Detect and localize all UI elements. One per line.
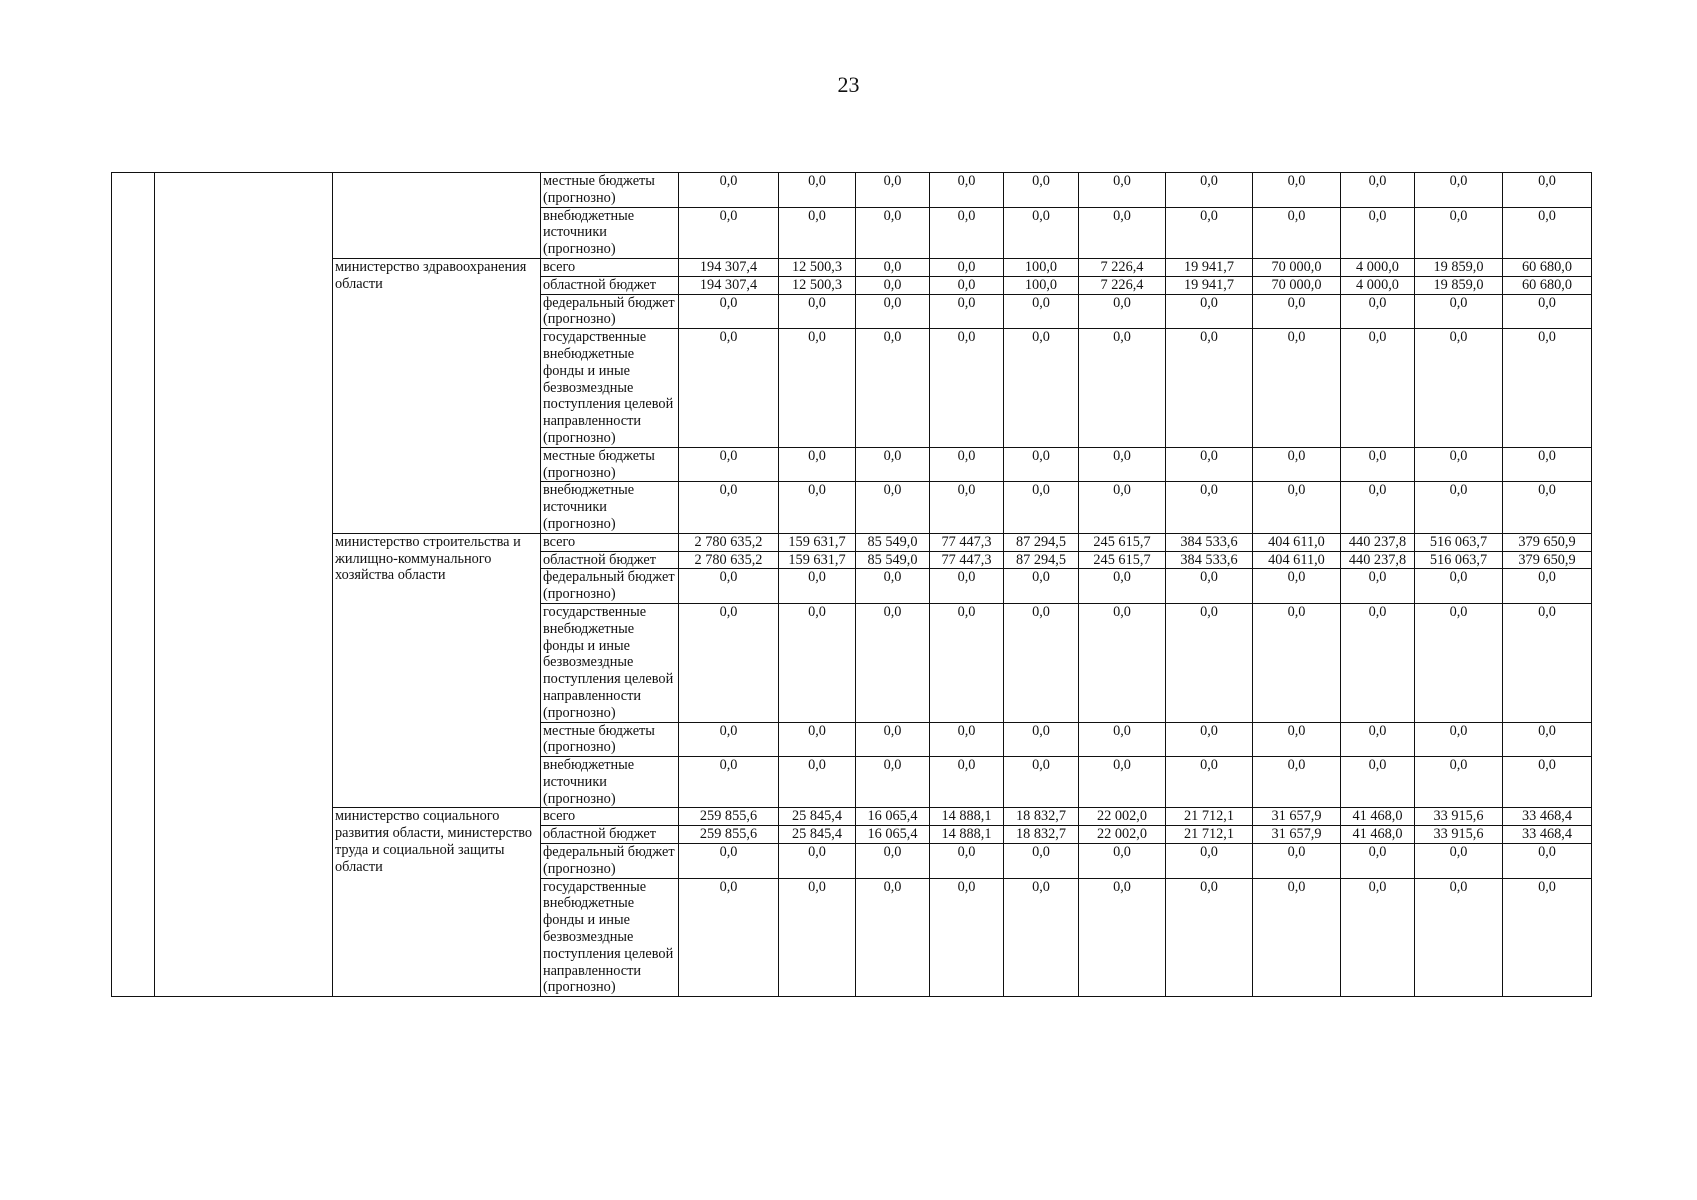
value-cell: 0,0	[1503, 294, 1592, 329]
value-cell: 0,0	[1503, 722, 1592, 757]
value-cell: 0,0	[1079, 569, 1166, 604]
funding-source-cell: федеральный бюджет (прогнозно)	[541, 844, 679, 879]
value-cell: 0,0	[1341, 569, 1415, 604]
funding-source-cell: всего	[541, 258, 679, 276]
funding-source-cell: областной бюджет	[541, 826, 679, 844]
funding-source-cell: государственные внебюджетные фонды и иные безвозмездные поступления целевой направленности (прогнозно)	[541, 329, 679, 448]
value-cell: 0,0	[856, 276, 930, 294]
value-cell: 0,0	[856, 603, 930, 722]
value-cell: 4 000,0	[1341, 276, 1415, 294]
value-cell: 0,0	[1415, 603, 1503, 722]
value-cell: 0,0	[856, 482, 930, 533]
value-cell: 0,0	[679, 329, 779, 448]
value-cell: 77 447,3	[930, 551, 1004, 569]
value-cell: 259 855,6	[679, 826, 779, 844]
value-cell: 4 000,0	[1341, 258, 1415, 276]
value-cell: 384 533,6	[1166, 533, 1253, 551]
value-cell: 0,0	[1079, 173, 1166, 208]
value-cell: 0,0	[1004, 482, 1079, 533]
value-cell: 0,0	[930, 722, 1004, 757]
funding-source-cell: всего	[541, 808, 679, 826]
value-cell: 85 549,0	[856, 551, 930, 569]
value-cell: 0,0	[779, 207, 856, 258]
value-cell: 0,0	[1004, 603, 1079, 722]
value-cell: 33 468,4	[1503, 808, 1592, 826]
funding-source-cell: федеральный бюджет (прогнозно)	[541, 294, 679, 329]
value-cell: 19 859,0	[1415, 258, 1503, 276]
value-cell: 0,0	[930, 569, 1004, 604]
value-cell: 0,0	[1253, 878, 1341, 997]
value-cell: 70 000,0	[1253, 258, 1341, 276]
value-cell: 0,0	[679, 447, 779, 482]
value-cell: 0,0	[1415, 329, 1503, 448]
table-row	[112, 258, 1592, 276]
value-cell: 0,0	[679, 173, 779, 208]
value-cell: 12 500,3	[779, 276, 856, 294]
value-cell: 0,0	[930, 294, 1004, 329]
value-cell: 0,0	[1503, 447, 1592, 482]
value-cell: 516 063,7	[1415, 551, 1503, 569]
budget-table	[111, 172, 1592, 997]
value-cell: 0,0	[1415, 569, 1503, 604]
value-cell: 0,0	[1415, 482, 1503, 533]
value-cell: 87 294,5	[1004, 551, 1079, 569]
value-cell: 7 226,4	[1079, 258, 1166, 276]
value-cell: 0,0	[1079, 447, 1166, 482]
value-cell: 0,0	[1166, 173, 1253, 208]
value-cell: 0,0	[1079, 207, 1166, 258]
funding-source-cell: государственные внебюджетные фонды и иные безвозмездные поступления целевой направленности (прогнозно)	[541, 878, 679, 997]
value-cell: 0,0	[679, 294, 779, 329]
executor-cell: министерство социального развития области, министерство труда и социальной защиты области	[333, 808, 541, 997]
value-cell: 0,0	[1415, 447, 1503, 482]
value-cell: 404 611,0	[1253, 533, 1341, 551]
value-cell: 379 650,9	[1503, 551, 1592, 569]
value-cell: 0,0	[1004, 757, 1079, 808]
value-cell: 0,0	[1415, 294, 1503, 329]
value-cell: 0,0	[930, 258, 1004, 276]
value-cell: 0,0	[779, 844, 856, 879]
value-cell: 0,0	[856, 878, 930, 997]
value-cell: 0,0	[779, 722, 856, 757]
value-cell: 384 533,6	[1166, 551, 1253, 569]
value-cell: 0,0	[1079, 722, 1166, 757]
value-cell: 0,0	[856, 329, 930, 448]
executor-cell: министерство строительства и жилищно-коммунального хозяйства области	[333, 533, 541, 808]
value-cell: 0,0	[1341, 207, 1415, 258]
value-cell: 0,0	[1253, 207, 1341, 258]
value-cell: 0,0	[1166, 722, 1253, 757]
value-cell: 0,0	[1503, 844, 1592, 879]
value-cell: 0,0	[930, 329, 1004, 448]
value-cell: 0,0	[1004, 569, 1079, 604]
value-cell: 0,0	[1341, 173, 1415, 208]
value-cell: 0,0	[1341, 878, 1415, 997]
value-cell: 0,0	[1503, 569, 1592, 604]
page-number: 23	[837, 72, 860, 97]
value-cell: 0,0	[856, 569, 930, 604]
executor-cell: министерство здравоохранения области	[333, 258, 541, 533]
value-cell: 0,0	[679, 482, 779, 533]
value-cell: 0,0	[679, 569, 779, 604]
value-cell: 0,0	[1415, 173, 1503, 208]
value-cell: 0,0	[1253, 603, 1341, 722]
value-cell: 31 657,9	[1253, 808, 1341, 826]
value-cell: 440 237,8	[1341, 533, 1415, 551]
value-cell: 0,0	[1253, 482, 1341, 533]
value-cell: 0,0	[856, 173, 930, 208]
value-cell: 0,0	[856, 447, 930, 482]
value-cell: 0,0	[930, 207, 1004, 258]
value-cell: 0,0	[1253, 569, 1341, 604]
funding-source-cell: внебюджетные источники (прогнозно)	[541, 482, 679, 533]
value-cell: 25 845,4	[779, 808, 856, 826]
value-cell: 0,0	[1341, 722, 1415, 757]
number-cell	[112, 173, 155, 997]
value-cell: 194 307,4	[679, 276, 779, 294]
value-cell: 41 468,0	[1341, 808, 1415, 826]
value-cell: 0,0	[779, 329, 856, 448]
funding-source-cell: внебюджетные источники (прогнозно)	[541, 207, 679, 258]
value-cell: 31 657,9	[1253, 826, 1341, 844]
value-cell: 0,0	[1415, 757, 1503, 808]
name-cell	[155, 173, 333, 997]
value-cell: 0,0	[779, 173, 856, 208]
value-cell: 21 712,1	[1166, 826, 1253, 844]
funding-source-cell: местные бюджеты (прогнозно)	[541, 447, 679, 482]
value-cell: 33 915,6	[1415, 826, 1503, 844]
value-cell: 0,0	[1004, 173, 1079, 208]
value-cell: 100,0	[1004, 276, 1079, 294]
value-cell: 41 468,0	[1341, 826, 1415, 844]
value-cell: 0,0	[930, 482, 1004, 533]
value-cell: 7 226,4	[1079, 276, 1166, 294]
value-cell: 0,0	[1503, 173, 1592, 208]
executor-cell	[333, 173, 541, 259]
value-cell: 19 859,0	[1415, 276, 1503, 294]
value-cell: 0,0	[1079, 294, 1166, 329]
value-cell: 0,0	[1253, 329, 1341, 448]
value-cell: 0,0	[856, 844, 930, 879]
value-cell: 0,0	[1341, 603, 1415, 722]
value-cell: 16 065,4	[856, 826, 930, 844]
value-cell: 0,0	[930, 757, 1004, 808]
value-cell: 0,0	[1079, 844, 1166, 879]
value-cell: 0,0	[679, 844, 779, 879]
table-row	[112, 808, 1592, 826]
value-cell: 21 712,1	[1166, 808, 1253, 826]
value-cell: 0,0	[1004, 878, 1079, 997]
value-cell: 0,0	[1079, 757, 1166, 808]
value-cell: 0,0	[1415, 844, 1503, 879]
table-row	[112, 533, 1592, 551]
value-cell: 0,0	[856, 207, 930, 258]
value-cell: 85 549,0	[856, 533, 930, 551]
value-cell: 0,0	[1253, 447, 1341, 482]
value-cell: 159 631,7	[779, 533, 856, 551]
value-cell: 0,0	[1166, 207, 1253, 258]
value-cell: 0,0	[1166, 482, 1253, 533]
value-cell: 0,0	[679, 207, 779, 258]
table-row	[112, 173, 1592, 208]
funding-source-cell: областной бюджет	[541, 276, 679, 294]
value-cell: 0,0	[1503, 329, 1592, 448]
value-cell: 0,0	[1079, 482, 1166, 533]
funding-source-cell: федеральный бюджет (прогнозно)	[541, 569, 679, 604]
funding-source-cell: местные бюджеты (прогнозно)	[541, 722, 679, 757]
value-cell: 245 615,7	[1079, 551, 1166, 569]
value-cell: 0,0	[856, 294, 930, 329]
value-cell: 0,0	[1166, 603, 1253, 722]
value-cell: 14 888,1	[930, 808, 1004, 826]
value-cell: 0,0	[1253, 294, 1341, 329]
value-cell: 0,0	[1341, 844, 1415, 879]
funding-source-cell: всего	[541, 533, 679, 551]
value-cell: 14 888,1	[930, 826, 1004, 844]
value-cell: 22 002,0	[1079, 808, 1166, 826]
value-cell: 0,0	[1503, 603, 1592, 722]
value-cell: 0,0	[1415, 878, 1503, 997]
value-cell: 0,0	[679, 603, 779, 722]
value-cell: 0,0	[1503, 207, 1592, 258]
value-cell: 0,0	[1004, 207, 1079, 258]
value-cell: 0,0	[1253, 757, 1341, 808]
value-cell: 0,0	[1004, 329, 1079, 448]
value-cell: 516 063,7	[1415, 533, 1503, 551]
value-cell: 0,0	[779, 569, 856, 604]
value-cell: 0,0	[1503, 878, 1592, 997]
value-cell: 159 631,7	[779, 551, 856, 569]
value-cell: 18 832,7	[1004, 808, 1079, 826]
value-cell: 404 611,0	[1253, 551, 1341, 569]
table-body	[112, 173, 1592, 997]
value-cell: 0,0	[930, 878, 1004, 997]
funding-source-cell: государственные внебюджетные фонды и иные безвозмездные поступления целевой направленности (прогнозно)	[541, 603, 679, 722]
value-cell: 0,0	[779, 447, 856, 482]
value-cell: 70 000,0	[1253, 276, 1341, 294]
value-cell: 0,0	[930, 603, 1004, 722]
funding-source-cell: областной бюджет	[541, 551, 679, 569]
value-cell: 77 447,3	[930, 533, 1004, 551]
value-cell: 0,0	[1004, 844, 1079, 879]
value-cell: 0,0	[1166, 329, 1253, 448]
value-cell: 0,0	[1004, 447, 1079, 482]
value-cell: 0,0	[930, 447, 1004, 482]
value-cell: 2 780 635,2	[679, 551, 779, 569]
value-cell: 0,0	[1253, 722, 1341, 757]
value-cell: 0,0	[1503, 757, 1592, 808]
value-cell: 0,0	[679, 878, 779, 997]
value-cell: 2 780 635,2	[679, 533, 779, 551]
value-cell: 0,0	[779, 757, 856, 808]
value-cell: 33 468,4	[1503, 826, 1592, 844]
value-cell: 0,0	[1166, 878, 1253, 997]
value-cell: 0,0	[1004, 294, 1079, 329]
value-cell: 245 615,7	[1079, 533, 1166, 551]
value-cell: 0,0	[1166, 757, 1253, 808]
value-cell: 60 680,0	[1503, 276, 1592, 294]
value-cell: 0,0	[1341, 329, 1415, 448]
value-cell: 379 650,9	[1503, 533, 1592, 551]
value-cell: 0,0	[679, 757, 779, 808]
value-cell: 0,0	[779, 482, 856, 533]
value-cell: 0,0	[1341, 482, 1415, 533]
value-cell: 0,0	[1341, 294, 1415, 329]
value-cell: 22 002,0	[1079, 826, 1166, 844]
value-cell: 0,0	[1079, 878, 1166, 997]
value-cell: 16 065,4	[856, 808, 930, 826]
value-cell: 87 294,5	[1004, 533, 1079, 551]
value-cell: 0,0	[1503, 482, 1592, 533]
funding-source-cell: местные бюджеты (прогнозно)	[541, 173, 679, 208]
value-cell: 0,0	[679, 722, 779, 757]
value-cell: 12 500,3	[779, 258, 856, 276]
value-cell: 0,0	[1415, 722, 1503, 757]
value-cell: 25 845,4	[779, 826, 856, 844]
value-cell: 0,0	[779, 878, 856, 997]
value-cell: 194 307,4	[679, 258, 779, 276]
value-cell: 0,0	[779, 294, 856, 329]
value-cell: 0,0	[856, 722, 930, 757]
value-cell: 0,0	[1166, 569, 1253, 604]
value-cell: 0,0	[1166, 294, 1253, 329]
value-cell: 0,0	[930, 276, 1004, 294]
value-cell: 440 237,8	[1341, 551, 1415, 569]
value-cell: 0,0	[1166, 844, 1253, 879]
value-cell: 0,0	[856, 258, 930, 276]
value-cell: 0,0	[1415, 207, 1503, 258]
value-cell: 100,0	[1004, 258, 1079, 276]
value-cell: 33 915,6	[1415, 808, 1503, 826]
value-cell: 0,0	[779, 603, 856, 722]
value-cell: 0,0	[1341, 757, 1415, 808]
value-cell: 0,0	[1079, 329, 1166, 448]
value-cell: 18 832,7	[1004, 826, 1079, 844]
value-cell: 19 941,7	[1166, 258, 1253, 276]
value-cell: 0,0	[1341, 447, 1415, 482]
value-cell: 0,0	[930, 844, 1004, 879]
value-cell: 19 941,7	[1166, 276, 1253, 294]
funding-source-cell: внебюджетные источники (прогнозно)	[541, 757, 679, 808]
value-cell: 60 680,0	[1503, 258, 1592, 276]
value-cell: 0,0	[930, 173, 1004, 208]
value-cell: 0,0	[1166, 447, 1253, 482]
value-cell: 0,0	[1079, 603, 1166, 722]
value-cell: 0,0	[1004, 722, 1079, 757]
value-cell: 259 855,6	[679, 808, 779, 826]
value-cell: 0,0	[1253, 173, 1341, 208]
value-cell: 0,0	[1253, 844, 1341, 879]
value-cell: 0,0	[856, 757, 930, 808]
